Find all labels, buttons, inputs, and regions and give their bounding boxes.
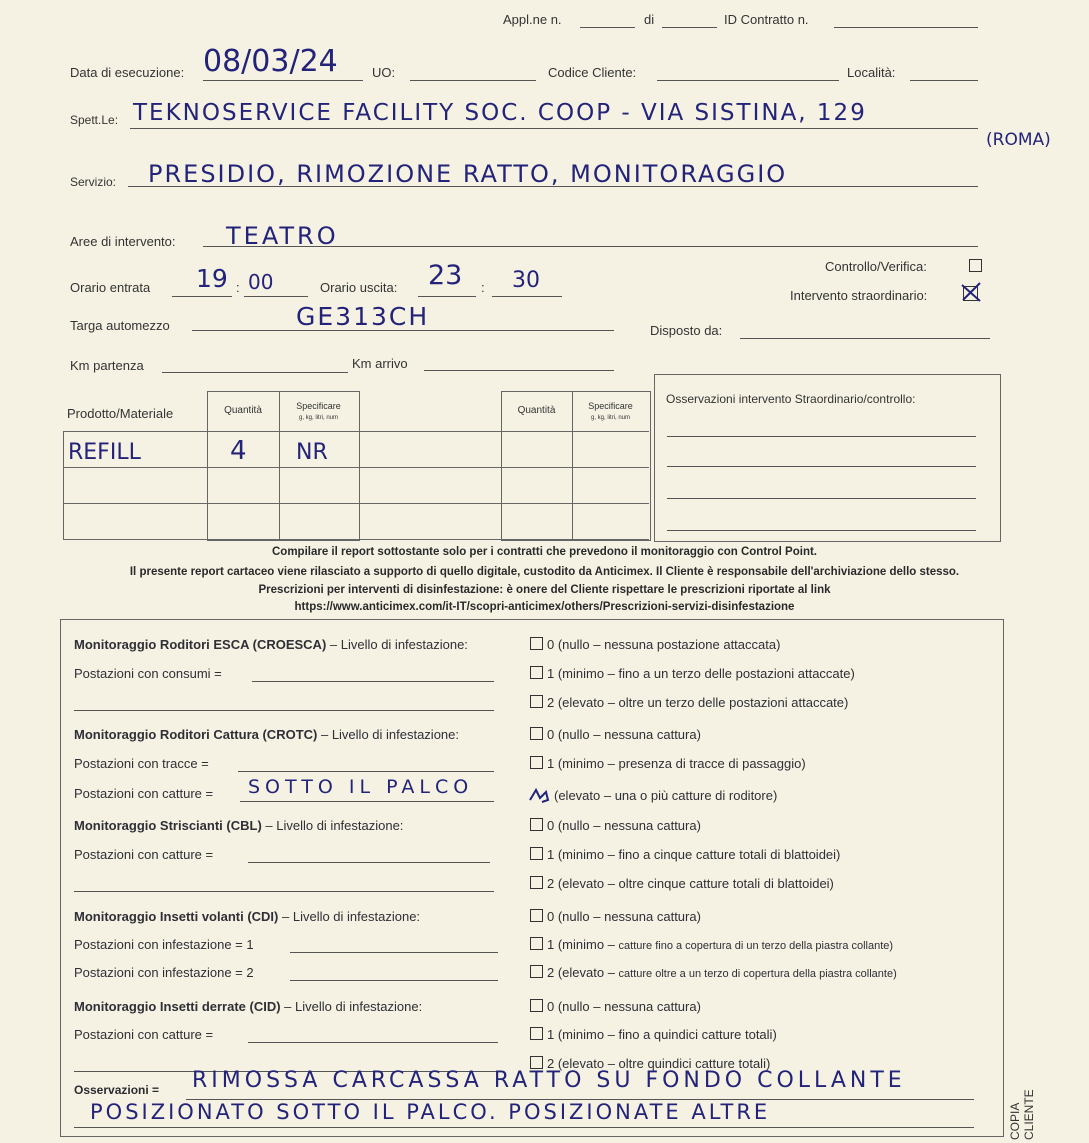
- checkbox-icon[interactable]: [530, 965, 543, 978]
- disposed-field[interactable]: [740, 338, 990, 339]
- locality-field[interactable]: [910, 80, 978, 81]
- spett-value-city[interactable]: (ROMA): [986, 130, 1051, 150]
- crotc-catture-label: Postazioni con catture =: [74, 786, 214, 801]
- entry-colon: :: [236, 280, 240, 295]
- plate-line: [192, 330, 614, 331]
- exit-hour-line: [418, 296, 476, 297]
- extra-label: Intervento straordinario:: [790, 288, 928, 303]
- cbl-opt2[interactable]: [530, 876, 834, 891]
- cdi-inf1-label: Postazioni con infestazione = 1: [74, 937, 254, 952]
- plate-value[interactable]: GE313CH: [296, 302, 430, 331]
- uo-field[interactable]: [410, 80, 536, 81]
- service-line: [128, 186, 978, 187]
- cdi-opt0-label: 0 (nullo – nessuna cattura): [547, 909, 701, 924]
- cbl-level-label: – Livello di infestazione:: [261, 818, 404, 833]
- crotc-opt0[interactable]: [530, 727, 701, 742]
- control-checkbox[interactable]: [969, 259, 982, 272]
- qty-header-2: Quantità: [517, 405, 556, 416]
- croesca-consumi-label: Postazioni con consumi =: [74, 666, 222, 681]
- exit-label: Orario uscita:: [320, 280, 398, 295]
- cdi-opt1[interactable]: [530, 937, 893, 952]
- crotc-title: Monitoraggio Roditori Cattura (CROTC): [74, 727, 318, 742]
- areas-value[interactable]: TEATRO: [226, 222, 339, 250]
- cdi-opt2[interactable]: [530, 965, 897, 980]
- contract-label: ID Contratto n.: [724, 12, 809, 27]
- areas-label: Aree di intervento:: [70, 234, 176, 249]
- qty-header: Quantità: [224, 405, 262, 416]
- cdi-heading: [74, 909, 420, 924]
- crotc-opt1[interactable]: [530, 756, 806, 771]
- crotc-catture-line: [240, 801, 494, 802]
- entry-minute-line: [244, 296, 308, 297]
- plate-label: Targa automezzo: [70, 318, 170, 333]
- checkbox-icon[interactable]: [530, 818, 543, 831]
- row1-product[interactable]: REFILL: [68, 440, 141, 465]
- spec-header-title-2: Specificare: [588, 401, 633, 411]
- spett-value[interactable]: TEKNOSERVICE FACILITY SOC. COOP - VIA SISTINA, 129: [133, 100, 867, 126]
- km-start-label: Km partenza: [70, 358, 144, 373]
- notice-2: Il presente report cartaceo viene rilasciato a supporto di quello digitale, custodito da Anticimex. Il Cliente è responsabile dell'archiviazione dello stesso.: [129, 566, 960, 578]
- date-value[interactable]: 08/03/24: [203, 44, 338, 79]
- cid-title: Monitoraggio Insetti derrate (CID): [74, 999, 281, 1014]
- entry-hour-line: [172, 296, 232, 297]
- cid-catture-label: Postazioni con catture =: [74, 1027, 214, 1042]
- check-mark-icon[interactable]: [528, 786, 554, 804]
- croesca-opt1-label: 1 (minimo – fino a un terzo delle postazioni attaccate): [547, 666, 855, 681]
- checkbox-icon[interactable]: [530, 909, 543, 922]
- di-field[interactable]: [662, 27, 717, 28]
- observations-line-4[interactable]: [667, 530, 976, 531]
- cdi-opt0[interactable]: [530, 909, 701, 924]
- km-start-field[interactable]: [162, 372, 348, 373]
- notice-3: Prescrizioni per interventi di disinfestazione: è onere del Cliente rispettare le prescrizioni riportate al link: [258, 584, 831, 596]
- checkbox-icon[interactable]: [530, 756, 543, 769]
- entry-label: Orario entrata: [70, 280, 151, 295]
- crotc-tracce-field[interactable]: [238, 771, 494, 772]
- obs-label: Osservazioni =: [74, 1083, 160, 1097]
- spec-header-sub-2: g, kg, litri, num: [590, 415, 630, 421]
- spec-header: [279, 401, 358, 423]
- cdi-inf2-field[interactable]: [290, 980, 498, 981]
- service-label: Servizio:: [70, 175, 117, 189]
- cbl-catture-label: Postazioni con catture =: [74, 847, 214, 862]
- checkbox-icon[interactable]: [530, 937, 543, 950]
- cid-heading: [74, 999, 422, 1014]
- obs-line-1[interactable]: RIMOSSA CARCASSA RATTO SU FONDO COLLANTE: [192, 1068, 906, 1093]
- control-label: Controllo/Verifica:: [825, 259, 927, 274]
- cid-opt1[interactable]: [530, 1027, 777, 1042]
- croesca-level-label: – Livello di infestazione:: [326, 637, 468, 652]
- croesca-extra-field[interactable]: [74, 710, 494, 711]
- locality-label: Località:: [847, 65, 896, 80]
- cdi-inf1-field[interactable]: [290, 952, 498, 953]
- cdi-opt2-detail: catture oltre a un terzo di copertura della piastra collante): [618, 968, 897, 980]
- croesca-consumi-field[interactable]: [252, 681, 494, 682]
- croesca-opt2-label: 2 (elevato – oltre un terzo delle postazioni attaccate): [547, 695, 849, 710]
- crotc-opt2-label: (elevato – una o più catture di roditore): [554, 788, 778, 803]
- service-value[interactable]: PRESIDIO, RIMOZIONE RATTO, MONITORAGGIO: [148, 160, 788, 188]
- observations-line-1[interactable]: [667, 436, 976, 437]
- row1-qty[interactable]: 4: [230, 436, 247, 466]
- crotc-catture-value[interactable]: SOTTO IL PALCO: [248, 776, 474, 798]
- cdi-opt2-label: 2 (elevato –: [547, 965, 619, 980]
- obs-line-2[interactable]: POSIZIONATO SOTTO IL PALCO. POSIZIONATE ALTRE: [90, 1100, 771, 1124]
- observations-line-2[interactable]: [667, 466, 976, 467]
- checkbox-icon[interactable]: [530, 999, 543, 1012]
- spett-label: Spett.Le:: [70, 113, 119, 127]
- exit-minute[interactable]: 30: [512, 268, 540, 293]
- spec-header-sub: g, kg, litri, num: [298, 415, 338, 421]
- cbl-opt1-label: 1 (minimo – fino a cinque catture totali di blattoidei): [547, 847, 841, 862]
- extra-checkbox[interactable]: [963, 286, 978, 301]
- cbl-opt1[interactable]: [530, 847, 840, 862]
- cdi-opt1-label: 1 (minimo –: [547, 937, 619, 952]
- checkbox-icon[interactable]: [530, 637, 543, 650]
- crotc-heading: [74, 727, 459, 742]
- spec-header-2: [572, 401, 649, 423]
- cbl-opt0-label: 0 (nullo – nessuna cattura): [547, 818, 701, 833]
- exit-colon: :: [481, 280, 485, 295]
- di-label: di: [644, 12, 655, 27]
- crotc-opt2[interactable]: [528, 786, 777, 804]
- client-code-label: Codice Cliente:: [548, 65, 637, 80]
- crotc-opt0-label: 0 (nullo – nessuna cattura): [547, 727, 701, 742]
- obs-line-2-rule: [74, 1127, 974, 1128]
- cbl-opt0[interactable]: [530, 818, 701, 833]
- product-header: Prodotto/Materiale: [67, 406, 174, 421]
- cbl-extra-field[interactable]: [74, 891, 494, 892]
- checkbox-icon[interactable]: [530, 876, 543, 889]
- crotc-opt1-label: 1 (minimo – presenza di tracce di passaggio): [547, 756, 806, 771]
- checkbox-icon[interactable]: [530, 695, 543, 708]
- croesca-heading: [74, 637, 468, 652]
- side-copy-label: COPIA CLIENTE: [1008, 1089, 1036, 1140]
- uo-label: UO:: [372, 65, 396, 80]
- check-cross-icon: [960, 281, 982, 303]
- crotc-level-label: – Livello di infestazione:: [317, 727, 460, 742]
- exit-minute-line: [492, 296, 562, 297]
- checkbox-icon[interactable]: [530, 727, 543, 740]
- cbl-title: Monitoraggio Striscianti (CBL): [74, 818, 262, 833]
- km-end-field[interactable]: [424, 370, 614, 371]
- croesca-opt2[interactable]: [530, 695, 848, 710]
- croesca-title: Monitoraggio Roditori ESCA (CROESCA): [74, 637, 327, 652]
- cid-opt1-label: 1 (minimo – fino a quindici catture totali): [547, 1027, 777, 1042]
- areas-line: [203, 246, 978, 247]
- cbl-opt2-label: 2 (elevato – oltre cinque catture totali di blattoidei): [547, 876, 834, 891]
- notice-link[interactable]: https://www.anticimex.com/it-IT/scopri-anticimex/others/Prescrizioni-servizi-disinfestazione: [294, 601, 795, 613]
- checkbox-icon[interactable]: [530, 666, 543, 679]
- croesca-opt0-label: 0 (nullo – nessuna postazione attaccata): [547, 637, 781, 652]
- cid-opt0-label: 0 (nullo – nessuna cattura): [547, 999, 701, 1014]
- appl-label: Appl.ne n.: [503, 12, 562, 27]
- notice-1: Compilare il report sottostante solo per i contratti che prevedono il monitoraggio con Control Point.: [271, 546, 817, 558]
- entry-hour[interactable]: 19: [196, 264, 228, 293]
- contract-field[interactable]: [834, 27, 978, 28]
- cid-opt0[interactable]: [530, 999, 701, 1014]
- spett-line: [130, 128, 978, 129]
- date-label: Data di esecuzione:: [70, 65, 185, 80]
- entry-minute[interactable]: 00: [248, 270, 274, 294]
- exit-hour[interactable]: 23: [428, 260, 463, 291]
- row1-spec[interactable]: NR: [296, 440, 328, 465]
- checkbox-icon[interactable]: [530, 1027, 543, 1040]
- observations-box-title: Osservazioni intervento Straordinario/controllo:: [666, 392, 916, 406]
- croesca-opt0[interactable]: [530, 637, 780, 652]
- cdi-level-label: – Livello di infestazione:: [278, 909, 421, 924]
- cid-level-label: – Livello di infestazione:: [280, 999, 423, 1014]
- crotc-tracce-label: Postazioni con tracce =: [74, 756, 209, 771]
- client-code-field[interactable]: [657, 80, 839, 81]
- appl-field[interactable]: [580, 27, 635, 28]
- observations-line-3[interactable]: [667, 498, 976, 499]
- cid-catture-field[interactable]: [248, 1042, 498, 1043]
- cdi-opt1-detail: catture fino a copertura di un terzo della piastra collante): [618, 940, 894, 952]
- croesca-opt1[interactable]: [530, 666, 855, 681]
- cbl-heading: [74, 818, 403, 833]
- spec-header-title: Specificare: [296, 401, 341, 411]
- disposed-label: Disposto da:: [650, 323, 723, 338]
- cid-opt2-label: 2 (elevato – oltre quindici catture totali): [547, 1056, 771, 1071]
- km-end-label: Km arrivo: [352, 356, 408, 371]
- date-line: [203, 80, 363, 81]
- checkbox-icon[interactable]: [530, 847, 543, 860]
- cbl-catture-field[interactable]: [248, 862, 490, 863]
- cdi-title: Monitoraggio Insetti volanti (CDI): [74, 909, 279, 924]
- cdi-inf2-label: Postazioni con infestazione = 2: [74, 965, 254, 980]
